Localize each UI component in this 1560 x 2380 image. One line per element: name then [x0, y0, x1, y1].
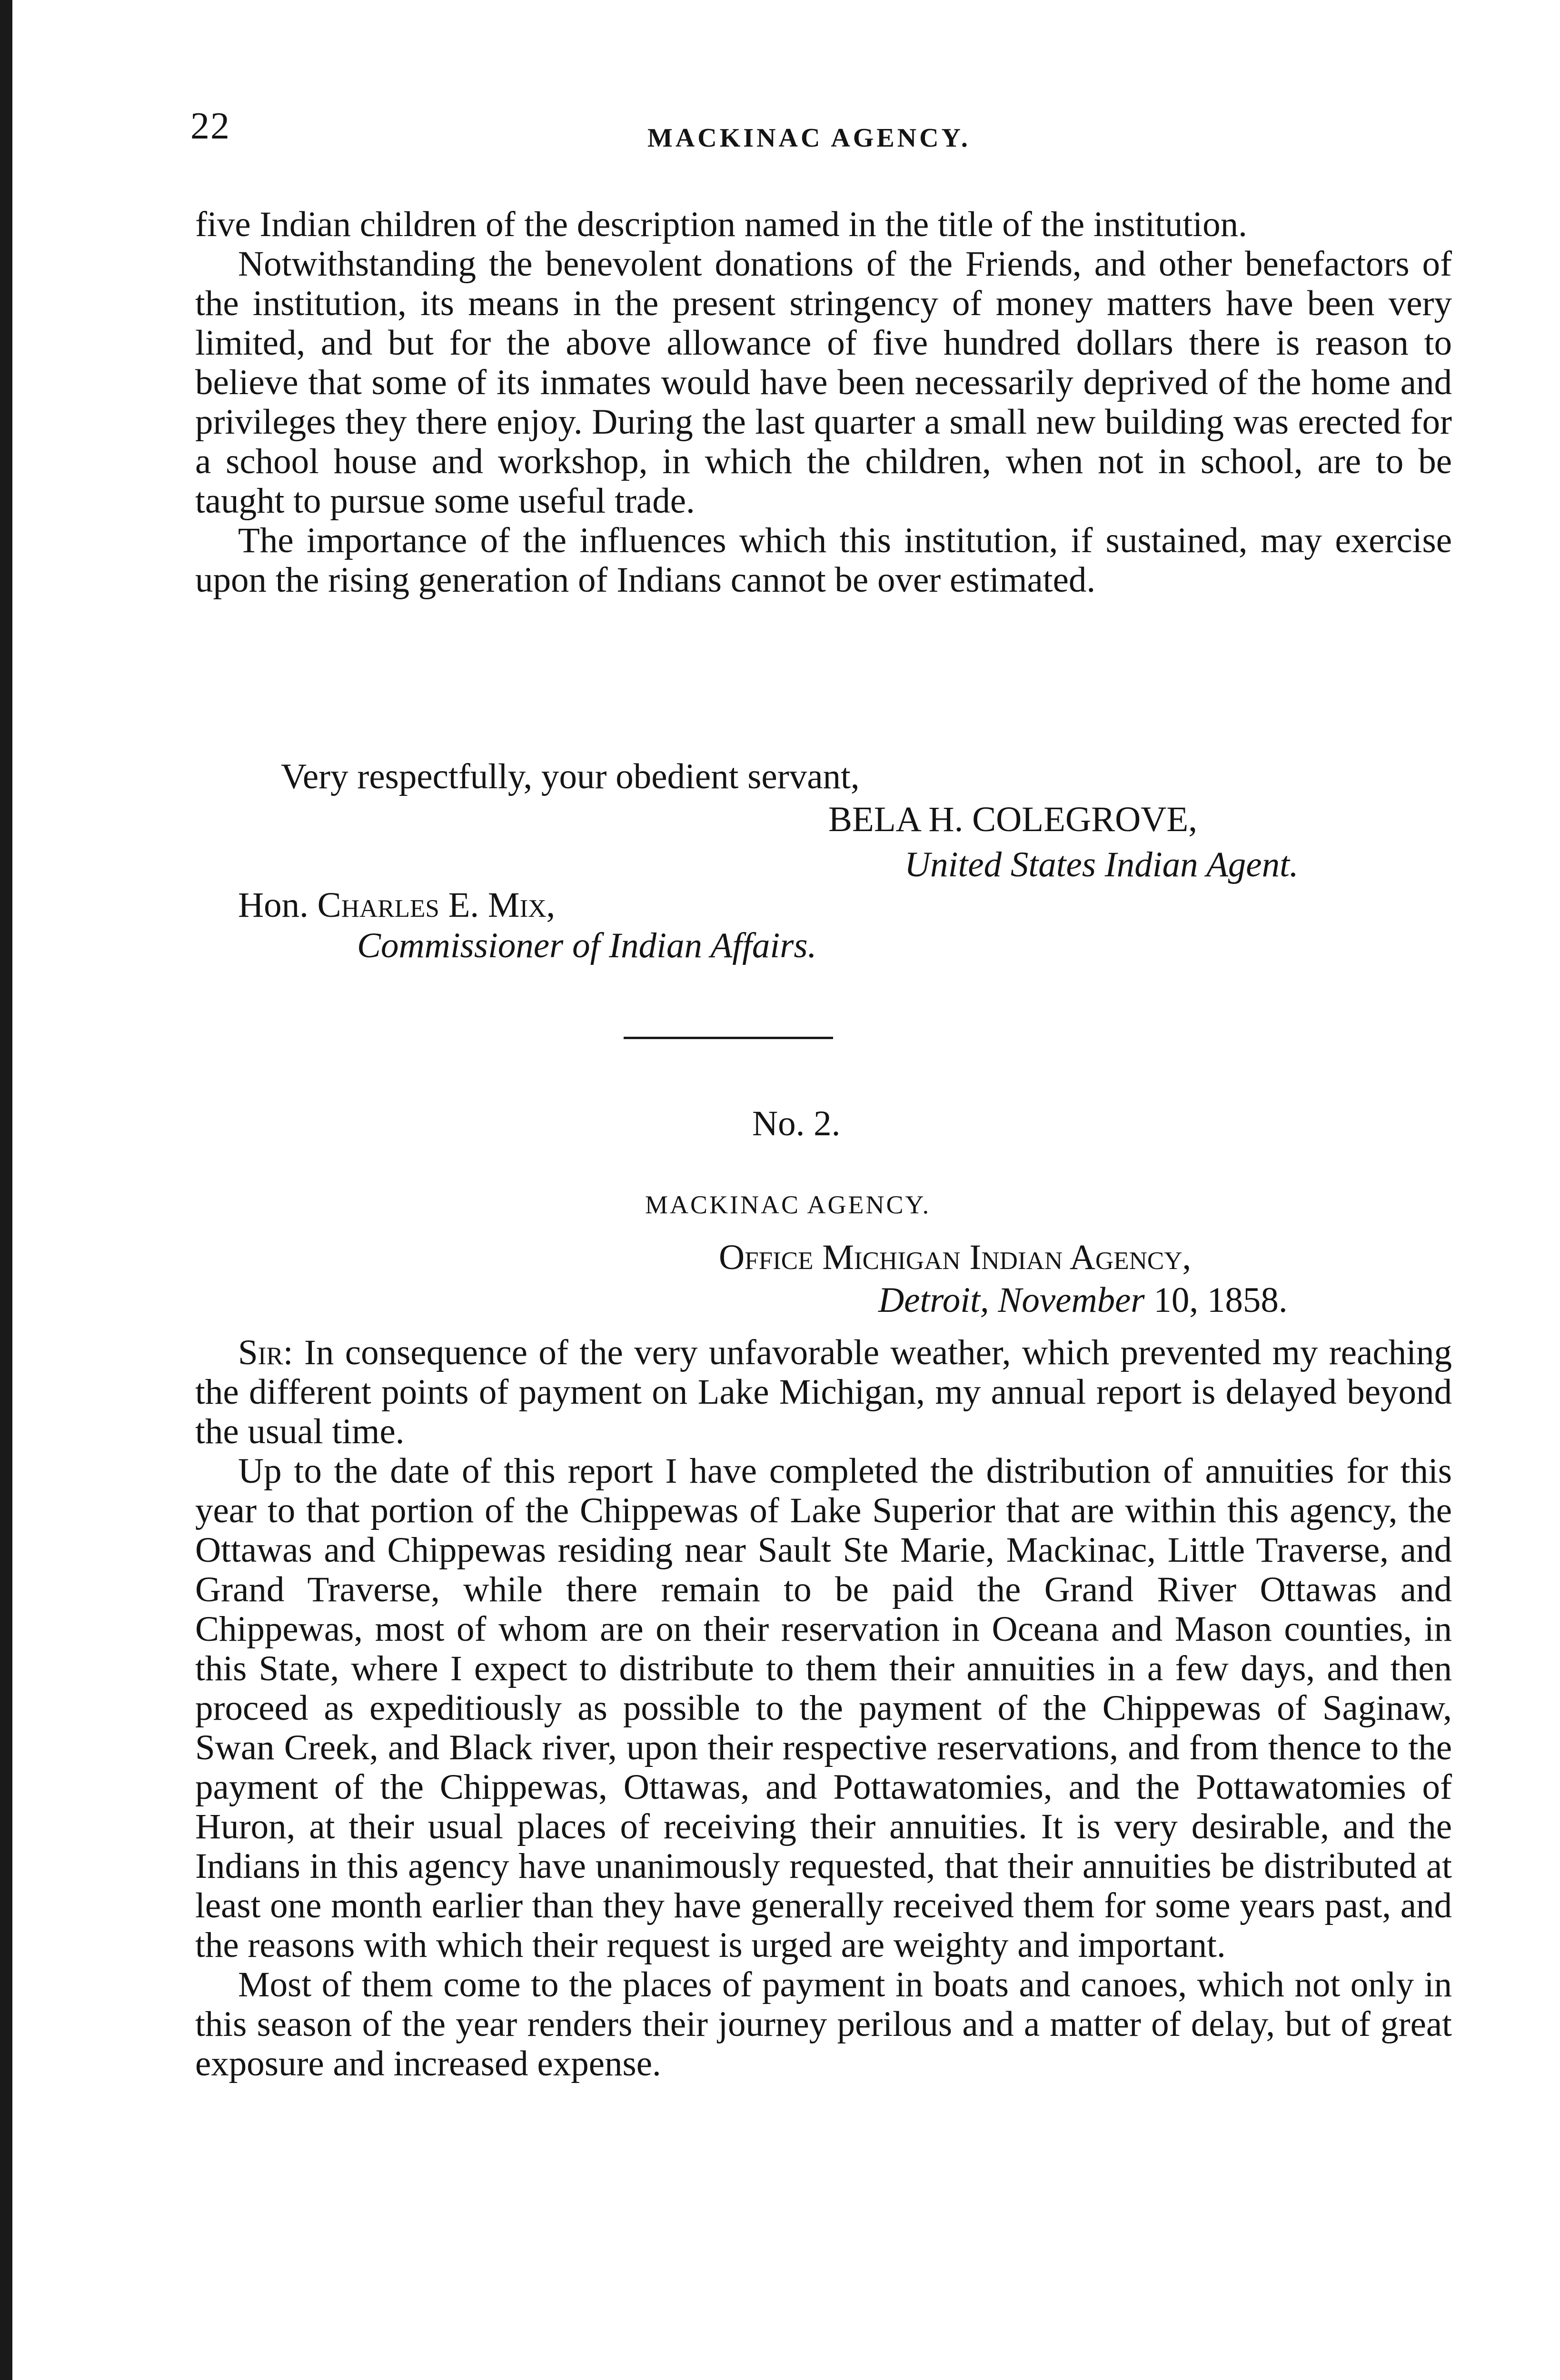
recipient-line	[238, 885, 555, 925]
paragraph-text: : In consequence of the very unfavorable weather, which prevented my reaching the different points of payment on Lake Michigan, my annual report is delayed beyond the usual time.	[195, 1333, 1452, 1451]
signature-title: United States Indian Agent.	[904, 845, 1299, 884]
signature-name: BELA H. COLEGROVE,	[828, 800, 1197, 839]
salutation: Sir	[238, 1333, 283, 1372]
office-line: Office Michigan Indian Agency,	[719, 1238, 1192, 1277]
recipient-title: Commissioner of Indian Affairs.	[357, 926, 817, 965]
page-number: 22	[190, 105, 230, 147]
recipient-name: Charles E. Mix,	[317, 885, 556, 925]
paragraph	[195, 1333, 1452, 1451]
date-place: Detroit, November	[878, 1280, 1145, 1320]
section-divider	[624, 1037, 833, 1039]
paragraph: The importance of the influences which this institution, if sustained, may exercise upon the rising generation of Indians cannot be over estimated.	[195, 521, 1452, 600]
paragraph: Most of them come to the places of payment in boats and canoes, which not only in this season of the year renders their journey perilous and a matter of delay, but of great exposure and increased expense.	[195, 1965, 1452, 2083]
running-head: MACKINAC AGENCY.	[647, 123, 971, 153]
paragraph: Notwithstanding the benevolent donations of the Friends, and other benefactors of the institution, its means in the present stringency of money matters have been very limited, and but for the above allowance of five hundred dollars there is reason to believe that some of its inmates would have been necessarily deprived of the home and privileges they there enjoy. During the last quarter a small new building was erected for a school house and workshop, in which the children, when not in school, are to be taught to pursue some useful trade.	[195, 244, 1452, 521]
date-rest: 10, 1858.	[1153, 1280, 1288, 1320]
section-heading: MACKINAC AGENCY.	[645, 1190, 931, 1219]
letter-body-bottom	[195, 1333, 1452, 2083]
recipient-prefix: Hon.	[238, 885, 308, 925]
closing-line: Very respectfully, your obedient servant,	[281, 757, 860, 796]
section-number: No. 2.	[752, 1104, 841, 1143]
letter-body-top	[195, 205, 1452, 600]
scan-left-edge	[0, 0, 12, 2380]
date-line	[878, 1280, 1288, 1320]
paragraph: five Indian children of the description named in the title of the institution.	[195, 205, 1247, 244]
paragraph: Up to the date of this report I have completed the distribution of annuities for this year to that portion of the Chippewas of Lake Superior that are within this agency, the Ottawas and Chippewas residing near Sault Ste Marie, Mackinac, Little Traverse, and Grand Traverse, while there remain to be paid the Grand River Ottawas and Chippewas, most of whom are on their reservation in Oceana and Mason counties, in this State, where I expect to distribute to them their annuities in a few days, and then proceed as expeditiously as possible to the payment of the Chippewas of Saginaw, Swan Creek, and Black river, upon their respective reservations, and from thence to the payment of the Chippewas, Ottawas, and Pottawatomies, and the Pottawatomies of Huron, at their usual places of receiving their annuities. It is very desirable, and the Indians in this agency have unanimously requested, that their annuities be distributed at least one month earlier than they have generally received them for some years past, and the reasons with which their request is urged are weighty and important.	[195, 1451, 1452, 1965]
